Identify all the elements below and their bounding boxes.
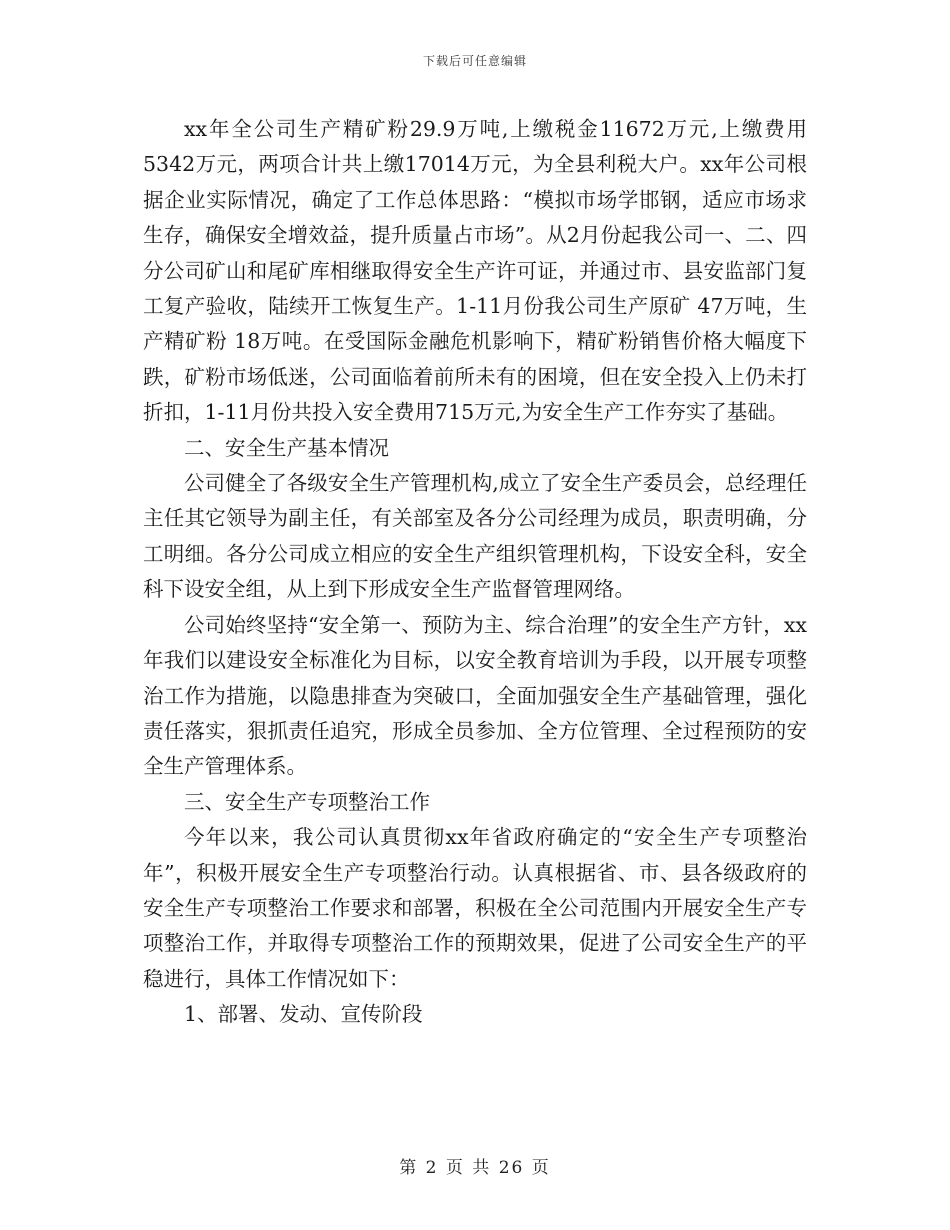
document-body	[143, 112, 807, 1033]
paragraph-organization: 公司健全了各级安全生产管理机构,成立了安全生产委员会，总经理任主任其它领导为副主任，有关部室及各分公司经理为成员，职责明确，分工明细。各分公司成立相应的安全生产组织管理机构，下设安全科，安全科下设安全组，从上到下形成安全生产监督管理网络。	[143, 471, 807, 602]
subsection-heading-deployment: 1、部署、发动、宣传阶段	[184, 1002, 423, 1027]
paragraph-rectification: 今年以来，我公司认真贯彻xx年省政府确定的“安全生产专项整治年”，积极开展安全生产专项整治行动。认真根据省、市、县各级政府的安全生产专项整治工作要求和部署，积极在全公司范围内开展安全生产专项整治工作，并取得专项整治工作的预期效果，促进了公司安全生产的平稳进行，具体工作情况如下：	[143, 825, 807, 991]
page-footer: 第 2 页 共 26 页	[399, 1158, 551, 1178]
section-heading-special-rectification: 三、安全生产专项整治工作	[184, 789, 430, 814]
page-header: 下载后可任意编辑	[422, 54, 527, 68]
section-heading-basic-situation: 二、安全生产基本情况	[184, 435, 389, 460]
paragraph-policy: 公司始终坚持“安全第一、预防为主、综合治理”的安全生产方针，xx年我们以建设安全标准化为目标，以安全教育培训为手段，以开展专项整治工作为措施，以隐患排查为突破口，全面加强安全生产基础管理，强化责任落实，狠抓责任追究，形成全员参加、全方位管理、全过程预防的安全生产管理体系。	[143, 612, 807, 779]
paragraph-summary: xx年全公司生产精矿粉29.9万吨,上缴税金11672万元,上缴费用5342万元，两项合计共上缴17014万元，为全县利税大户。xx年公司根据企业实际情况，确定了工作总体思路：“模拟市场学邯钢，适应市场求生存，确保安全增效益，提升质量占市场”。从2月份起我公司一、二、四分公司矿山和尾矿库相继取得安全生产许可证，并通过市、县安监部门复工复产验收，陆续开工恢复生产。1-11月份我公司生产原矿 47万吨，生产精矿粉 18万吨。在受国际金融危机影响下，精矿粉销售价格大幅度下跌，矿粉市场低迷，公司面临着前所未有的困境，但在安全投入上仍未打折扣，1-11月份共投入安全费用715万元,为安全生产工作夯实了基础。	[143, 117, 807, 425]
